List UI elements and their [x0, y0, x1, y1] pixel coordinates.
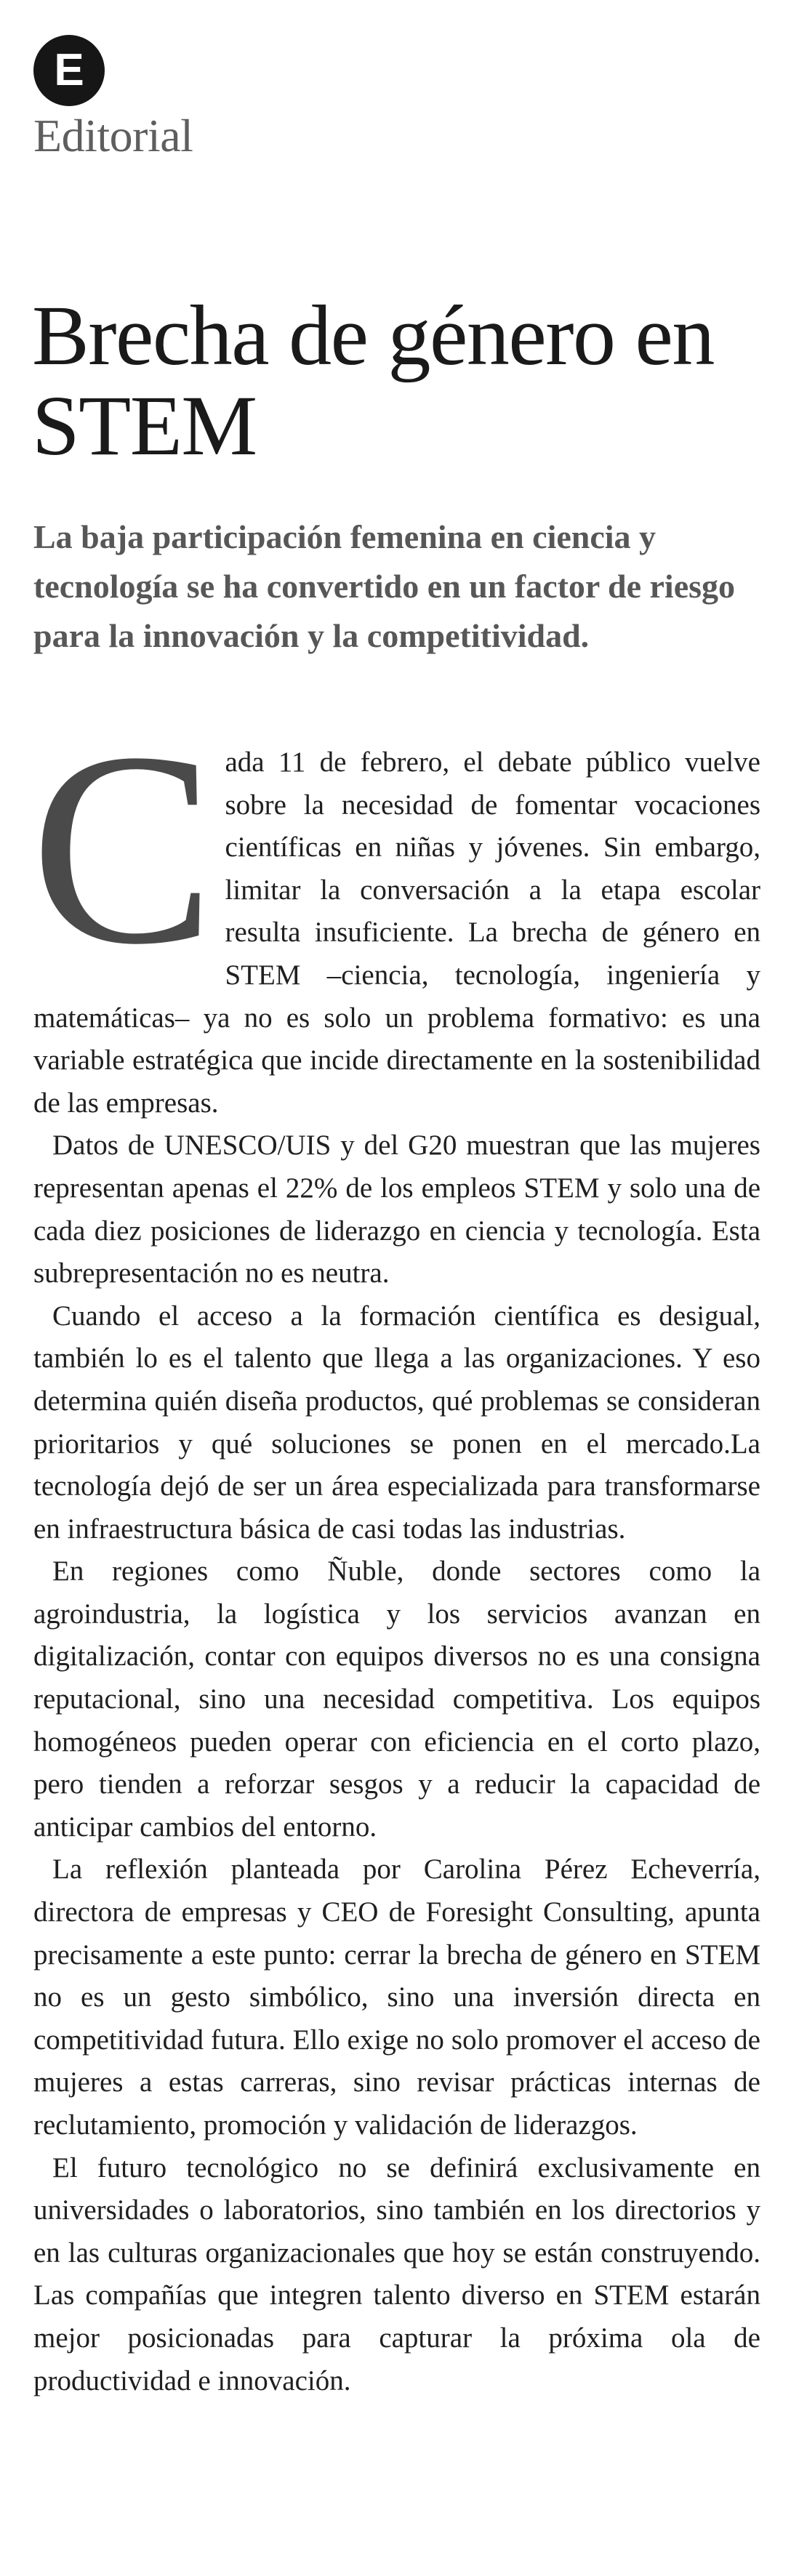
article-body: [31, 696, 760, 2402]
section-logo-icon: E: [33, 35, 105, 106]
paragraph-6: El futuro tecnológico no se definirá exclusivamente en universidades o laboratorios, sino también en los directorios y en las culturas organizacionales que hoy se están construyendo. Las compañías que integren talento diverso en STEM estarán mejor posicionadas para capturar la próxima ola de productividad e innovación.: [33, 2152, 760, 2396]
section-label: Editorial: [33, 110, 193, 161]
paragraph-5: La reflexión planteada por Carolina Pérez Echeverría, directora de empresas y CEO de Foresight Consulting, apunta precisamente a este punto: cerrar la brecha de género en STEM no es un gesto simbólico, sino una inversión directa en competitividad futura. Ello exige no solo promover el acceso de mujeres a estas carreras, sino revisar prácticas internas de reclutamiento, promoción y validación de liderazgos.: [33, 1853, 760, 2141]
paragraph-1: [31, 696, 760, 1124]
drop-cap: C: [31, 696, 215, 1002]
paragraph-1-text: ada 11 de febrero, el debate público vuelve sobre la necesidad de fomentar vocaciones científicas en niñas y jóvenes. Sin embargo, limitar la conversación a la etapa escolar resulta insuficiente. La brecha de género en STEM –ciencia, tecnología, ingeniería y matemáticas– ya no es solo un problema formativo: es una variable estratégica que incide directamente en la sostenibilidad de las empresas.: [33, 746, 760, 1119]
paragraph-4: En regiones como Ñuble, donde sectores como la agroindustria, la logística y los servicios avanzan en digitalización, contar con equipos diversos no es una consigna reputacional, sino una necesidad competitiva. Los equipos homogéneos pueden operar con eficiencia en el corto plazo, pero tienden a reforzar sesgos y a reducir la capacidad de anticipar cambios del entorno.: [33, 1555, 760, 1843]
paragraph-3: Cuando el acceso a la formación científica es desigual, también lo es el talento que llega a las organizaciones. Y eso determina quién diseña productos, qué problemas se consideran prioritarios y qué soluciones se ponen en el mercado.La tecnología dejó de ser un área especializada para transformarse en infraestructura básica de casi todas las industrias.: [33, 1300, 760, 1545]
paragraph-2: Datos de UNESCO/UIS y del G20 muestran que las mujeres representan apenas el 22% de los empleos STEM y solo una de cada diez posiciones de liderazgo en ciencia y tecnología. Esta subrepresentación no es neutra.: [33, 1130, 760, 1289]
article-headline: Brecha de género en STEM: [32, 288, 714, 473]
article-lede: La baja participación femenina en ciencia y tecnología se ha convertido en un factor de riesgo para la innovación y la competitividad.: [33, 518, 736, 654]
